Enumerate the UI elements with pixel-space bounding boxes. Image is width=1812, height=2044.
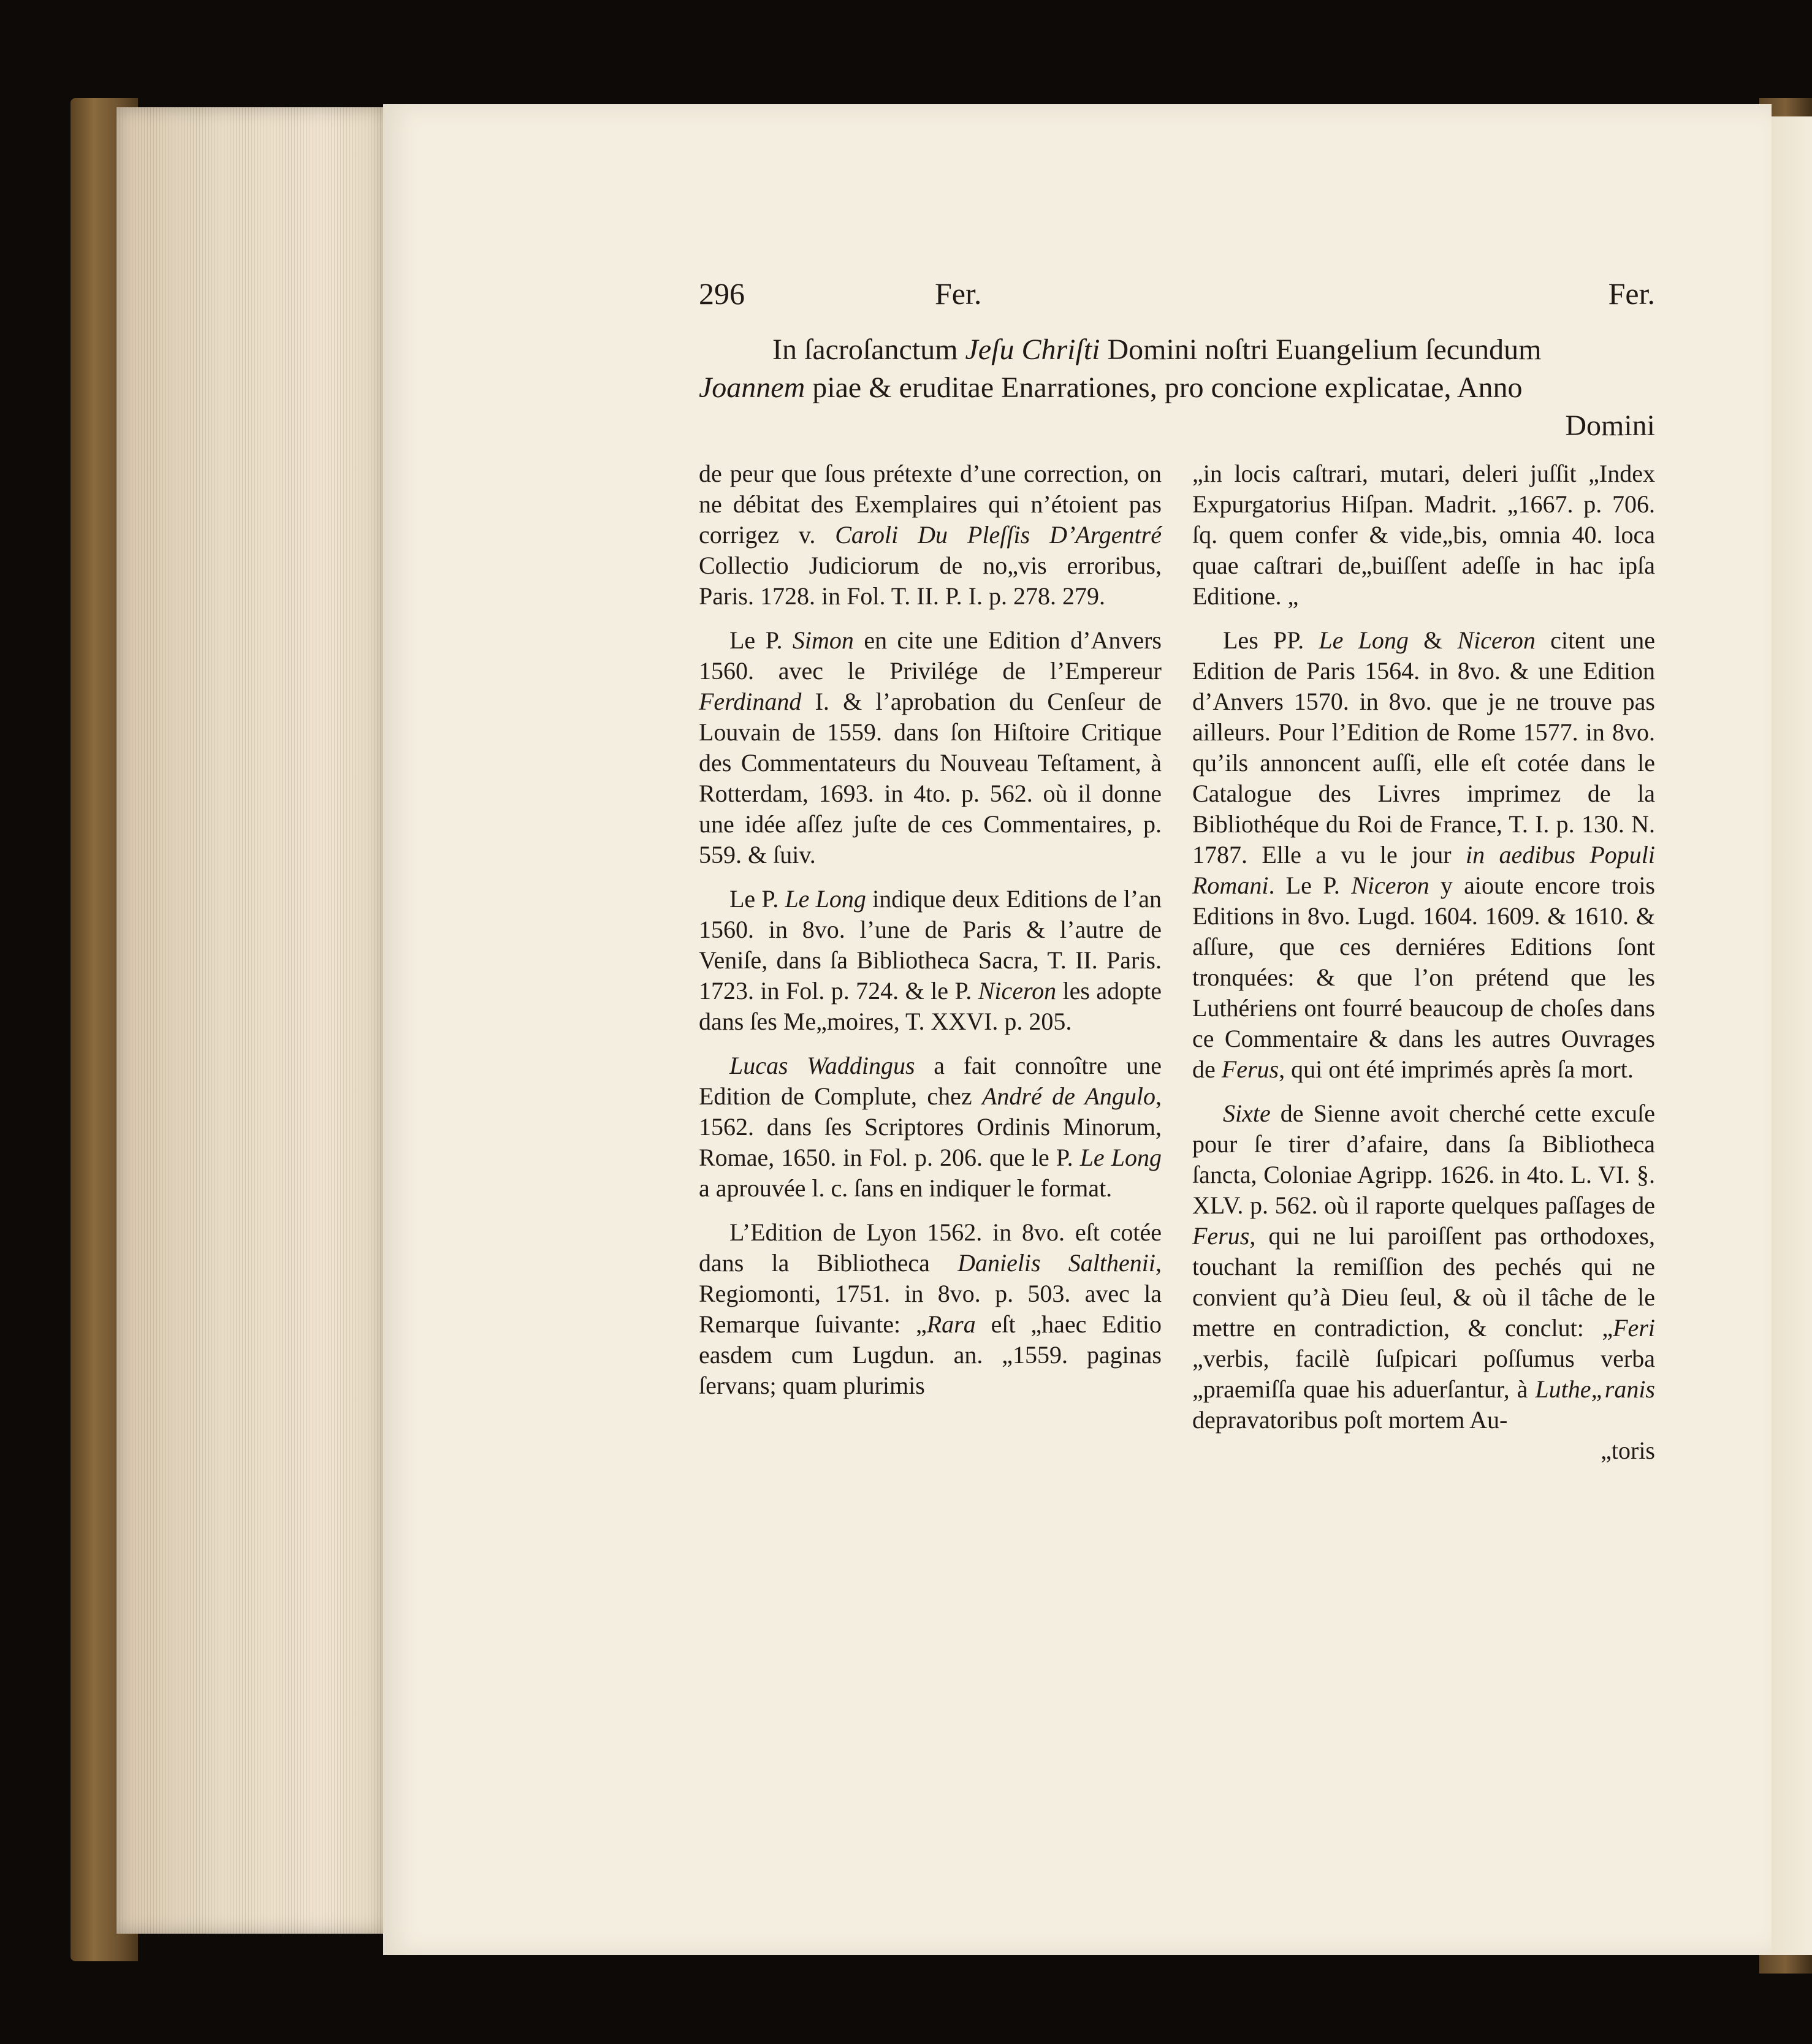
paragraph-left-3: Le P. Le Long indique deux Editions de l’an 1560. in 8vo. l’une de Paris & l’autre de Veniſe, dans ſa Bibliotheca Sacra, T. II. Paris. 1723. in Fol. p. 724. & le P. Niceron les adopte dans ſes Me„moires, T. XXVI. p. 205.	[699, 885, 1162, 1035]
title-line-2: Joannem piae & eruditae Enarrationes, pro concione explicatae, Anno	[699, 371, 1523, 404]
title-line-3: Domini	[1565, 409, 1655, 442]
left-column	[699, 458, 1162, 1415]
running-head-left: Fer.	[935, 276, 982, 311]
page-number: 296	[699, 276, 745, 311]
paragraph-left-5: L’Edition de Lyon 1562. in 8vo. eſt cotée dans la Bibliotheca Danielis Salthenii, Regiomonti, 1751. in 8vo. p. 503. avec la Remarque ſuivante: „Rara eſt „haec Editio easdem cum Lugdun. an. „1559. paginas ſervans; quam plurimis	[699, 1218, 1162, 1399]
facing-page-edge	[1765, 116, 1812, 1955]
paragraph-right-2: Les PP. Le Long & Niceron citent une Edition de Paris 1564. in 8vo. & une Edition d’Anvers 1570. in 8vo. que je ne trouve pas ailleurs. Pour l’Edition de Rome 1577. in 8vo. qu’ils annoncent auſſi, elle eſt cotée dans le Catalogue des Livres imprimez de la Bibliothéque du Roi de France, T. I. p. 130. N. 1787. Elle a vu le jour in aedibus Populi Romani. Le P. Niceron y aioute encore trois Editions in 8vo. Lugd. 1604. 1609. & 1610. & aſſure, que ces derniéres Editions ſont tronquées: & que l’on prétend que les Luthériens ont fourré beaucoup de choſes dans ce Commentaire & dans les autres Ouvrages de Ferus, qui ont été imprimés après ſa mort.	[1192, 626, 1656, 1083]
running-head-right: Fer.	[1608, 276, 1655, 311]
paragraph-right-3: Sixte de Sienne avoit cherché cette excuſe pour ſe tirer d’afaire, dans ſa Bibliotheca ſancta, Coloniae Agripp. 1626. in 4to. L. VI. §. XLV. p. 562. où il raporte quelques paſſages de Ferus, qui ne lui paroiſſent pas orthodoxes, touchant la remiſſion des pechés qui ne convient qu’à Dieu ſeul, & où il tâche de le mettre en contradiction, & conclut: „Feri „verbis, facilè ſuſpicari poſſumus verba „praemiſſa quae his aduerſantur, à Luthe„ranis depravatoribus poſt mortem Au-	[1192, 1100, 1655, 1434]
catchword: „toris	[1601, 1437, 1655, 1464]
paragraph-left-2: Le P. Simon en cite une Edition d’Anvers 1560. avec le Privilége de l’Empereur Ferdinand I. & l’aprobation du Cenſeur de Louvain de 1559. dans ſon Hiſtoire Critique des Commentateurs du Nouveau Teſtament, à Rotterdam, 1693. in 4to. p. 562. où il donne une idée aſſez juſte de ces Commentaires, p. 559. & ſuiv.	[699, 626, 1162, 868]
paragraph-left-1: de peur que ſous prétexte d’une correction, on ne débitat des Exemplaires qui n’étoient pas corrigez v. Caroli Du Pleſſis D’Argentré Collectio Judiciorum de no„vis erroribus, Paris. 1728. in Fol. T. II. P. I. p. 278. 279.	[699, 460, 1162, 610]
book-title-entry	[699, 331, 1655, 445]
page-block-edges	[116, 107, 386, 1934]
paragraph-right-1: „in locis caſtrari, mutari, deleri juſſit „Index Expurgatorius Hiſpan. Madrit. „1667. p. 706. ſq. quem confer & vide„bis, omnia 40. loca quae caſtrari de„buiſſent adeſſe in hac ipſa Editione. „	[1192, 460, 1655, 610]
paragraph-left-4: Lucas Waddingus a fait connoître une Edition de Complute, chez André de Angulo, 1562. dans ſes Scriptores Ordinis Minorum, Romae, 1650. in Fol. p. 206. que le P. Le Long a aprouvée l. c. ſans en indiquer le format.	[699, 1052, 1162, 1202]
right-column	[1192, 458, 1655, 1466]
running-header	[699, 276, 1655, 313]
title-line-1: In ſacroſanctum Jeſu Chriſti Domini noſtri Euangelium ſecundum	[772, 333, 1542, 366]
